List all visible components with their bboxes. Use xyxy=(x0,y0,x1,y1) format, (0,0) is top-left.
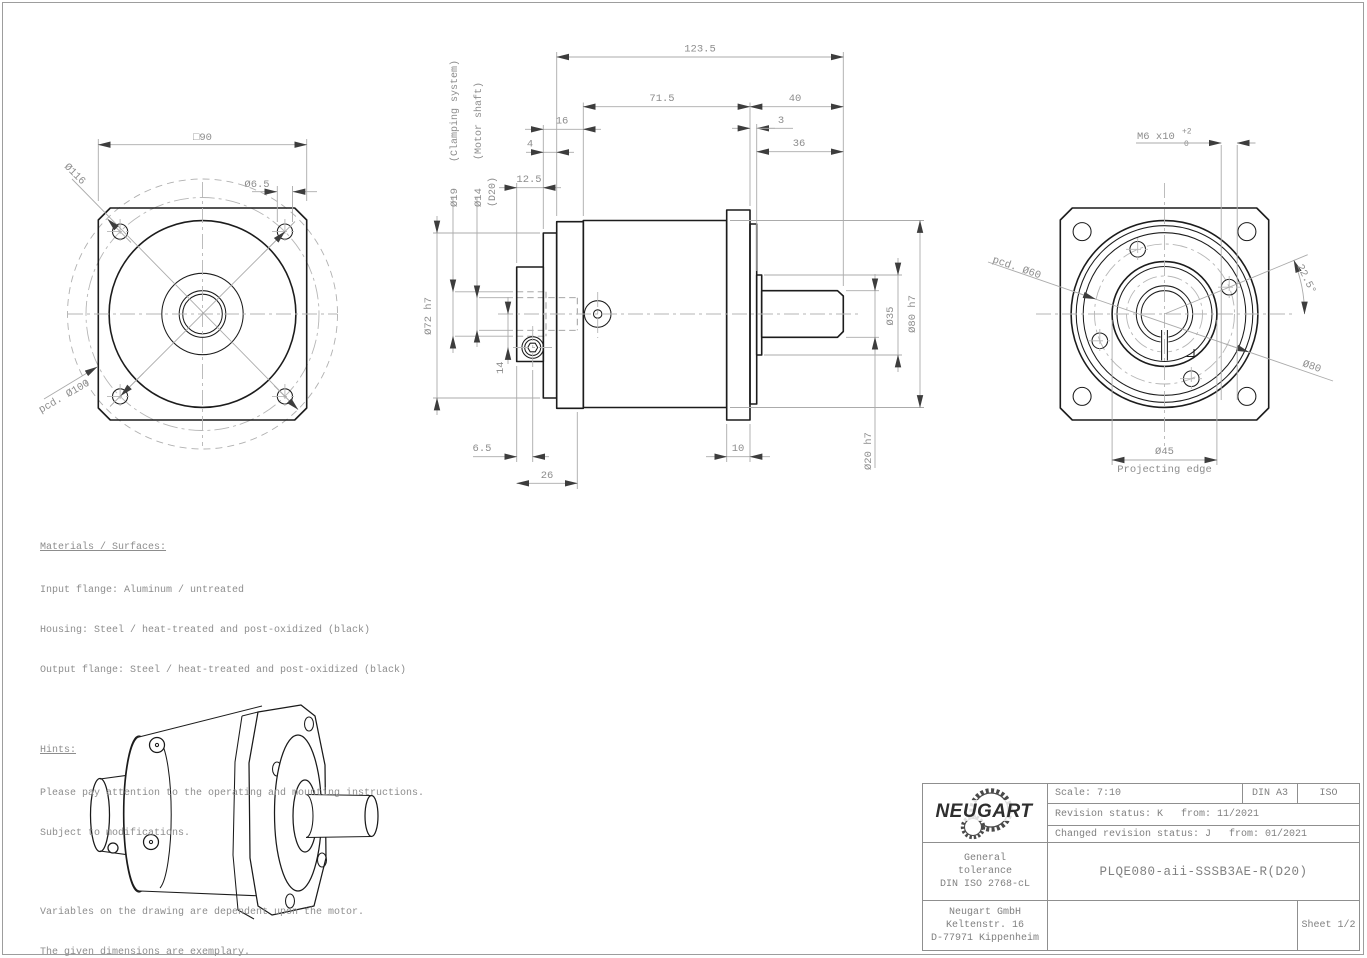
dim-side-26 xyxy=(517,470,578,483)
revision-cell xyxy=(1047,803,1360,825)
dim-label-16: 16 xyxy=(555,115,569,128)
dim-label-3: 3 xyxy=(777,115,785,127)
dim-label-hole65: Ø6.5 xyxy=(244,179,270,191)
dim-label-36: 36 xyxy=(792,138,806,150)
standard-cell xyxy=(1297,783,1360,803)
scale-cell xyxy=(1047,783,1242,803)
dim-label-angle: 22.5° xyxy=(1293,262,1319,297)
dim-label-12-5: 12.5 xyxy=(516,174,542,186)
hints-line: Please pay attention to the operating and mounting instructions. xyxy=(40,787,425,799)
dim-label-dia45: Ø45 xyxy=(1155,446,1174,458)
changed-revision-cell xyxy=(1047,825,1360,842)
tolerance-line: DIN ISO 2768-cL xyxy=(939,879,1030,890)
dim-label-motor-shaft: (Motor shaft) xyxy=(474,81,485,160)
dim-label-123-5: 123.5 xyxy=(684,43,716,56)
dim-label-26: 26 xyxy=(540,470,554,482)
dim-label-m6-sub: 0 xyxy=(1184,140,1189,149)
sheet-number: Sheet 1/2 xyxy=(1301,920,1356,931)
dim-side-3 xyxy=(732,115,793,128)
dim-label-pcd100: pcd. Ø100 xyxy=(37,377,93,417)
company-line: Neugart GmbH xyxy=(948,907,1021,918)
dim-label-dia80: Ø80 xyxy=(1300,358,1323,376)
dim-label-m6: M6 x10 xyxy=(1137,131,1175,143)
materials-line: Input flange: Aluminum / untreated xyxy=(40,585,245,597)
dim-label-71-5: 71.5 xyxy=(649,93,675,105)
dim-label-pcd60: pcd. Ø60 xyxy=(990,254,1043,283)
tolerance-line: tolerance xyxy=(957,866,1012,877)
dim-side-dia35 xyxy=(764,258,902,372)
tolerance-cell xyxy=(922,842,1047,900)
company-cell xyxy=(922,900,1047,951)
sheet-cell xyxy=(1297,900,1360,951)
dim-side-dia14 xyxy=(473,82,513,347)
dim-front-hole65 xyxy=(244,179,317,222)
format-label: DIN A3 xyxy=(1251,788,1288,799)
dim-label-m6-sup: +2 xyxy=(1182,127,1192,137)
dim-label-square90: □90 xyxy=(193,132,212,144)
revision-status: Revision status: K from: 11/2021 xyxy=(1055,809,1260,820)
dim-label-dia19: Ø19 xyxy=(449,188,461,207)
dim-side-36 xyxy=(757,138,844,152)
empty-cell xyxy=(1047,900,1297,951)
changed-revision-status: Changed revision status: J from: 01/2021 xyxy=(1055,828,1308,840)
brand-name: NEUGART xyxy=(935,801,1033,822)
dim-rear-angle xyxy=(1165,255,1319,314)
dim-side-12-5 xyxy=(499,174,561,188)
company-line: D-77971 Kippenheim xyxy=(930,933,1040,944)
materials-line: Housing: Steel / heat-treated and post-oxidized (black) xyxy=(40,625,371,637)
dim-side-6-5 xyxy=(473,443,549,457)
dim-side-71-5 xyxy=(583,93,750,107)
dim-label-40: 40 xyxy=(788,93,802,105)
dim-side-dia72 xyxy=(423,216,540,415)
side-view xyxy=(423,44,924,490)
scale-label: Scale: 7:10 xyxy=(1055,788,1122,799)
dim-side-10 xyxy=(706,443,770,457)
dim-label-4: 4 xyxy=(526,138,534,151)
dim-side-40 xyxy=(750,93,843,107)
dim-rear-pcd60-dia80 xyxy=(988,254,1333,381)
dim-rear-m6 xyxy=(1136,128,1256,401)
standard-label: ISO xyxy=(1319,788,1338,799)
brand-cell xyxy=(922,783,1047,842)
dim-label-dia14: Ø14 xyxy=(473,188,485,207)
materials-line: Output flange: Steel / heat-treated and post-oxidized (black) xyxy=(40,665,407,677)
dim-label-14: 14 xyxy=(495,361,507,374)
dim-side-123-5 xyxy=(557,44,844,58)
front-view xyxy=(37,132,338,449)
hints-line: Subject to modifications. xyxy=(40,827,191,839)
dim-label-projecting-edge: Projecting edge xyxy=(1117,464,1212,476)
part-number-cell xyxy=(1047,842,1360,900)
dim-side-14 xyxy=(495,297,508,374)
dim-side-4 xyxy=(526,139,574,153)
materials-heading: Materials / Surfaces: xyxy=(40,541,167,553)
dim-label-clamping-system: (Clamping system) xyxy=(450,59,461,162)
hints-heading: Hints: xyxy=(40,744,77,756)
title-block xyxy=(922,783,1360,951)
dim-front-pcd100 xyxy=(37,222,295,417)
part-number: PLQE080-aii-SSSB3AE-R(D20) xyxy=(1099,864,1308,879)
dim-label-6-5: 6.5 xyxy=(472,443,492,455)
dim-front-dia116 xyxy=(61,161,298,409)
side-output-flange xyxy=(727,210,750,420)
notes-block xyxy=(40,514,424,958)
tolerance-line: General xyxy=(963,853,1006,864)
dim-label-dia80h7: Ø80 h7 xyxy=(907,295,919,333)
dim-side-dia20 xyxy=(846,274,879,470)
hints-line: Variables on the drawing are dependent upon the motor. xyxy=(40,906,365,918)
neugart-logo xyxy=(923,784,1046,841)
dim-label-dia116: Ø116 xyxy=(61,161,88,188)
rear-centerlines xyxy=(1036,183,1294,446)
company-line: Keltenstr. 16 xyxy=(945,920,1024,931)
rear-view xyxy=(988,128,1333,477)
side-pilot xyxy=(543,233,556,398)
dim-label-dia72: Ø72 h7 xyxy=(423,297,435,335)
dim-label-dia20: Ø20 h7 xyxy=(863,432,875,470)
side-input-flange xyxy=(557,222,584,409)
hints-line: The given dimensions are exemplary. xyxy=(40,947,251,958)
dim-label-dia35: Ø35 xyxy=(885,306,897,326)
dim-label-10: 10 xyxy=(731,443,745,455)
dim-side-16 xyxy=(525,116,601,130)
dim-label-d20: (D20) xyxy=(488,176,499,207)
format-cell xyxy=(1242,783,1297,803)
